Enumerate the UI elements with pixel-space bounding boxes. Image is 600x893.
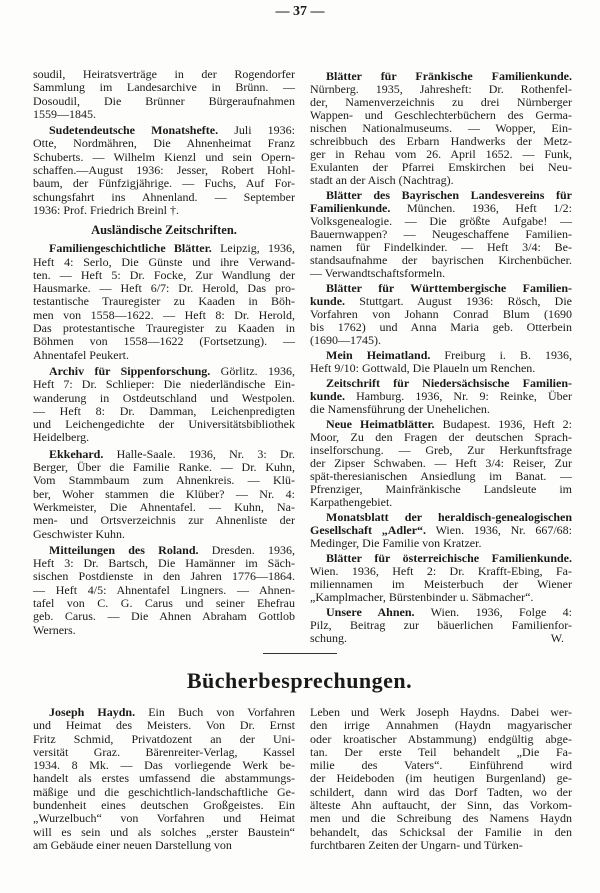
line-text: Ahnentafel Peukert.	[33, 347, 129, 362]
journal-title: Joseph Haydn.	[49, 705, 136, 719]
text-line	[33, 204, 295, 217]
line-text: Wien. 1936, Folge 4:	[414, 605, 572, 619]
line-text: Bauernwappen? — Neugeschaffene Familien-	[310, 227, 572, 241]
journal-title: Gesellschaft „Adler“.	[310, 523, 427, 537]
line-text: Heft 3: Dr. Bartsch, Die Hamänner im Säch-	[33, 556, 295, 571]
line-text: — Verwandtschaftsformeln.	[310, 266, 446, 280]
line-text: men von 1558—1622. — Heft 8: Dr. Herold,	[33, 307, 295, 322]
text-line	[33, 528, 295, 541]
line-text: schungsfahrt ins Ahnenland. — September	[33, 189, 295, 204]
line-text: versität Graz. Bärenreiter-Verlag, Kassel	[33, 744, 295, 759]
line-text: 1559—1845.	[33, 106, 96, 121]
line-text: „Wurzelbuch“ von Vorfahren und Heimat	[33, 811, 295, 826]
line-text: ten. — Heft 5: Dr. Focke, Zur Wandlung der	[33, 267, 295, 282]
text-line	[33, 706, 295, 719]
line-text: Pilz, Beitrag zur bäuerlichen Familienfor-	[310, 618, 572, 632]
foreign-journals	[33, 242, 295, 637]
text-line	[310, 619, 572, 632]
paragraph	[33, 124, 295, 217]
text-line	[310, 706, 572, 719]
line-text: Exulanten der Pfarrei Emskirchen bei Neu-	[310, 160, 572, 174]
journal-title: kunde.	[310, 294, 346, 308]
line-text: am Gebäude einer neuen Darstellung von	[33, 837, 232, 852]
journal-title: Neue Heimatblätter.	[326, 417, 435, 431]
text-line	[310, 334, 572, 347]
text-line	[310, 591, 572, 604]
text-line	[310, 496, 572, 509]
text-line	[33, 772, 295, 785]
text-line	[33, 544, 295, 557]
text-line	[310, 267, 572, 280]
text-line	[310, 746, 572, 759]
text-line	[33, 269, 295, 282]
journal-title: Zeitschrift für Niedersächsische Familien-	[326, 376, 572, 390]
line-text: Werkmeister, Die Ahnentafel. — Kuhn, Na-	[33, 499, 295, 514]
line-text: die Namensführung der Unehelichen.	[310, 402, 490, 416]
text-line	[33, 461, 295, 474]
line-text: sischen Postdienste in den Jahren 1776—1864.	[33, 569, 295, 584]
text-line	[310, 362, 572, 375]
text-line	[33, 474, 295, 487]
line-text: Görlitz. 1936,	[210, 363, 295, 378]
line-text: Freiburg i. B. 1936,	[430, 348, 572, 362]
text-line	[33, 514, 295, 527]
journal-title: Mitteilungen des Roland.	[49, 542, 199, 557]
line-text: Heidelberg.	[33, 430, 90, 445]
text-line	[310, 403, 572, 416]
line-text: standsaufnahme der bayrischen Kirchenbücher.	[310, 253, 572, 267]
line-text: Ein Buch von Vorfahren	[135, 705, 295, 719]
text-line	[33, 335, 295, 348]
text-line	[33, 488, 295, 501]
line-text: ger in Rehau vom 26. April 1652. — Funk,	[310, 147, 572, 161]
line-text: und Heimat des Meisters. Von Dr. Ernst	[33, 718, 295, 733]
line-text: oder kroatischer Abstammung) endgültig abge-	[310, 731, 572, 746]
journal-title: Mein Heimatland.	[326, 348, 431, 362]
line-text: bundenheit eines deutschen Großgeistes. Ein	[33, 798, 295, 813]
text-line	[33, 295, 295, 308]
text-line	[33, 242, 295, 255]
text-line	[33, 191, 295, 204]
journal-title: Blätter des Bayrischen Landesvereins für	[326, 188, 572, 202]
line-text: tafel von C. G. Carus und seiner Ehefrau	[33, 595, 295, 610]
text-line	[33, 746, 295, 759]
line-text: Böhmen von 1558—1622 (Fortsetzung). —	[33, 334, 295, 349]
line-text: Juli 1936:	[218, 123, 295, 138]
line-text: miliennamen im Meisterbuch der Wiener	[310, 577, 572, 591]
text-line	[310, 719, 572, 732]
text-line	[33, 151, 295, 164]
text-line	[33, 448, 295, 461]
text-line	[33, 309, 295, 322]
line-text: handelt als erstes umfassend die abstammungs-	[33, 771, 295, 786]
line-text: furchtbaren Zeiten der Ungarn- und Türken-	[310, 837, 523, 852]
line-text: milie des Vaters“. Einführend wird	[310, 758, 572, 773]
text-line	[33, 501, 295, 514]
journal-title: Monatsblatt der heraldisch-genealogischen	[326, 510, 572, 524]
text-line	[310, 759, 572, 772]
paragraph	[310, 552, 572, 604]
line-text: men- und Ortsverzeichnis zur Ahnenliste der	[33, 513, 295, 528]
paragraph	[33, 544, 295, 637]
line-text: Wien. 1936, Heft 2: Dr. Krafft-Ebing, Fa-	[310, 564, 572, 578]
journal-title: kunde.	[310, 389, 346, 403]
text-line	[310, 826, 572, 839]
line-text: — Heft 8: Dr. Damman, Leichenpredigten	[33, 403, 295, 418]
text-line	[33, 164, 295, 177]
text-line	[33, 392, 295, 405]
divider-rule	[263, 653, 337, 654]
paragraph	[310, 349, 572, 375]
text-line	[33, 431, 295, 444]
journal-title: Sudetendeutsche Monatshefte.	[49, 123, 219, 138]
line-text: Heft 7: Dr. Schlieper: Die niederländische Ein-	[33, 377, 295, 392]
reviews-title: Bücherbesprechungen.	[186, 668, 413, 693]
line-text: 1934. 8 Mk. — Das vorliegende Werk be-	[33, 758, 295, 773]
text-line	[310, 632, 572, 645]
text-line	[33, 584, 295, 597]
text-line	[33, 733, 295, 746]
line-text: Wien. 1936, Nr. 667/68:	[426, 523, 572, 537]
text-line	[310, 799, 572, 812]
text-line	[310, 772, 572, 785]
line-text: Hamburg. 1936, Nr. 9: Reinke, Über	[345, 389, 572, 403]
line-text: ber, Woher stammen die Klüber? — Nr. 4:	[33, 486, 295, 501]
text-line	[310, 174, 572, 187]
text-line	[33, 405, 295, 418]
line-text: bis 1762) und Anna Maria geb. Otterbein	[310, 320, 572, 334]
text-line	[33, 557, 295, 570]
text-line	[33, 282, 295, 295]
line-text: Budapest. 1936, Heft 2:	[434, 417, 572, 431]
paragraph	[310, 418, 572, 509]
line-text: inselforschung. — Greb, Zur Herkunftsfrage	[310, 443, 572, 457]
line-text: tan. Der erste Teil behandelt „Die Fa-	[310, 744, 572, 759]
line-text: Fritz Schmid, Privatdozent an der Uni-	[33, 731, 295, 746]
journal-title: Familiengeschichtliche Blätter.	[49, 241, 212, 256]
line-text: men und die Schreibung des Namens Haydn	[310, 811, 572, 826]
text-line	[33, 68, 295, 81]
line-text: nischen Nationalmuseums. — Wopper, Ein-	[310, 121, 572, 135]
line-text: Berger, Über die Familie Ranke. — Dr. Kuhn,	[33, 460, 295, 475]
paragraph	[310, 282, 572, 347]
line-text: behandelt, das Schicksal der Familie in den	[310, 824, 572, 839]
line-text: Medinger, Die Familie von Kratzer.	[310, 536, 482, 550]
line-text: Heft 4: Serlo, Die Günste und ihre Verwand-	[33, 254, 295, 269]
line-text: geb. Carus. — Die Ahnen Abraham Gottlob	[33, 609, 295, 624]
text-line	[33, 256, 295, 269]
journal-title: Blätter für österreichische Familienkunde.	[326, 551, 572, 565]
line-text: „Kamplmacher, Bürstenbinder u. Säbmacher“.	[310, 590, 534, 604]
paragraph	[310, 511, 572, 550]
line-text: will es sein und als solches „erster Baustein“	[33, 824, 295, 839]
journal-title: Ekkehard.	[49, 446, 104, 461]
text-line	[33, 624, 295, 637]
line-text: schung.	[310, 631, 347, 645]
paragraph	[310, 70, 572, 187]
page-number: — 37 —	[275, 4, 325, 19]
text-line	[33, 570, 295, 583]
section-heading-foreign-journals: Ausländische Zeitschriften.	[91, 223, 237, 238]
text-line	[310, 839, 572, 852]
text-line	[33, 95, 295, 108]
paragraph	[310, 606, 572, 645]
line-text: Schuberts. — Wilhelm Kienzl und sein Opern-	[33, 149, 295, 164]
text-line	[310, 812, 572, 825]
text-line	[310, 733, 572, 746]
line-text: spät-theresianischen Ansiedlung im Banat. —	[310, 469, 572, 483]
line-text: der Zipser Schwaben. — Heft 3/4: Reiser, Zur	[310, 456, 572, 470]
text-line	[33, 108, 295, 121]
line-text: Heft 9/10: Gottwald, Die Plaueln um Renchen.	[310, 361, 536, 375]
text-line	[33, 786, 295, 799]
line-text: älteste Ahn auftaucht, der Sinn, das Vorkom-	[310, 798, 572, 813]
text-line	[33, 799, 295, 812]
line-text: und Leichengedichte der Universitätsbibliothek	[33, 417, 295, 432]
line-text: Leben und Werk Joseph Haydns. Dabei wer-	[310, 705, 572, 719]
paragraph	[310, 706, 572, 852]
paragraph	[33, 242, 295, 362]
text-line	[33, 177, 295, 190]
journal-listings	[33, 0, 572, 645]
line-text: Volksgenealogie. — Die größte Aufgabe! —	[310, 214, 572, 228]
text-line	[310, 537, 572, 550]
line-text: München. 1936, Heft 1/2:	[390, 201, 572, 215]
line-text: (1690—1745).	[310, 333, 381, 347]
line-text: wanderung in Ostdeutschland und Westpolen.	[33, 390, 295, 405]
text-line	[33, 81, 295, 94]
line-text: den irrige Annahmen (Haydn magyarischer	[310, 718, 572, 733]
text-line	[33, 719, 295, 732]
text-line	[33, 597, 295, 610]
line-text: namen für Findelkinder. — Heft 3/4: Be-	[310, 240, 572, 254]
line-text: schaffen.—August 1936: Jesser, Robert Hohl-	[33, 163, 295, 178]
line-text: Pfrenziger, Mainfränkische Landsleute im	[310, 482, 572, 496]
text-line	[33, 610, 295, 623]
journal-title: Blätter für Fränkische Familienkunde.	[326, 69, 572, 83]
line-text: Dresden. 1936,	[198, 542, 295, 557]
text-line	[33, 812, 295, 825]
line-text: Moor, Zu den Fragen der deutschen Sprach-	[310, 430, 572, 444]
reviews-body	[33, 706, 572, 852]
text-line	[310, 786, 572, 799]
text-line	[33, 322, 295, 335]
line-text: 1936: Prof. Friedrich Breinl †.	[33, 202, 179, 217]
line-text: Halle-Saale. 1936, Nr. 3: Dr.	[103, 446, 295, 461]
line-text: soudil, Heiratsverträge in der Rogendorfer	[33, 67, 295, 81]
text-line	[33, 137, 295, 150]
line-text: schreibbuch des Erbarn Handwerks der Metz-	[310, 134, 572, 148]
line-text: Sammlung im Landesarchive in Brünn. —	[33, 80, 295, 95]
line-text: der Heideboden (im heutigen Burgenland) ge-	[310, 771, 572, 786]
line-text: Karpathengebiet.	[310, 495, 393, 509]
journal-title: Archiv für Sippenforschung.	[49, 363, 211, 378]
text-line	[33, 839, 295, 852]
line-text: Otte, Nordmähren, Die Ahnenheimat Franz	[33, 136, 295, 151]
text-line	[33, 418, 295, 431]
line-text: baum, der Fünfzigjährige. — Fuchs, Auf For-	[33, 176, 295, 191]
line-text: Hausmarke. — Heft 6/7: Dr. Herold, Das pro-	[33, 281, 295, 296]
line-text: Nürnberg. 1935, Jahresheft: Dr. Rothenfel-	[310, 82, 572, 96]
line-text: der, Namenverzeichnis zu drei Nürnberger	[310, 95, 572, 109]
paragraph	[310, 189, 572, 280]
line-text: schildert, dann wird das Dorf Tadten, wo der	[310, 784, 572, 799]
line-text: testantische Trauregister zu Kaaden in Böh-	[33, 294, 295, 309]
text-line	[33, 349, 295, 362]
line-text: Vom Stammbaum zum Ahnenkreis. — Klü-	[33, 473, 295, 488]
paragraph	[33, 706, 295, 852]
text-line	[33, 365, 295, 378]
line-text: Werners.	[33, 622, 76, 637]
line-text: Das protestantische Trauregister zu Kaaden in	[33, 321, 295, 336]
signature: W.	[550, 631, 564, 645]
paragraph	[33, 68, 295, 121]
reviews-right-column	[310, 706, 572, 852]
paragraph	[310, 377, 572, 416]
reviews-left-column	[33, 706, 295, 852]
line-text: mäßige und die geschichtlich-landschaftliche Ge-	[33, 784, 295, 799]
line-text: Dosoudil, Die Brünner Bürgeraufnahmen	[33, 93, 295, 108]
paragraph	[33, 365, 295, 445]
right-column	[310, 68, 572, 645]
line-text: Geschwister Kuhn.	[33, 526, 125, 541]
paragraph	[33, 448, 295, 541]
journal-title: Unsere Ahnen.	[326, 605, 415, 619]
line-text: Leipzig, 1936,	[211, 241, 296, 256]
text-line	[33, 826, 295, 839]
line-text: Stuttgart. August 1936: Rösch, Die	[345, 294, 572, 308]
left-column	[33, 68, 295, 645]
text-line	[33, 124, 295, 137]
line-text: — Heft 4/5: Ahnentafel Lingners. — Ahnen-	[33, 582, 295, 597]
journal-title: Familienkunde.	[310, 201, 391, 215]
line-text: Wappen- und Geschlechterbüchern des Germa-	[310, 108, 572, 122]
text-line	[33, 759, 295, 772]
line-text: stadt an der Aisch (Nachtrag).	[310, 173, 454, 187]
domestic-journals	[33, 68, 295, 217]
line-text: Vorfahren von Johann Conrad Blum (1690	[310, 307, 572, 321]
journal-title: Blätter für Württembergische Familien-	[326, 281, 572, 295]
text-line	[33, 378, 295, 391]
